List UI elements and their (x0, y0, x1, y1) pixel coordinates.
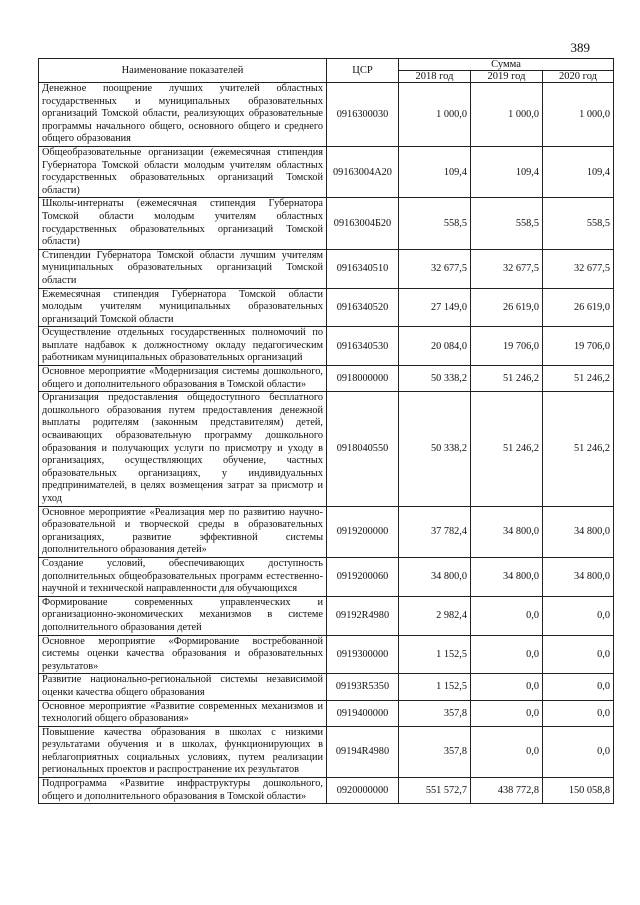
page-number: 389 (570, 40, 590, 55)
row-value-2020: 34 800,0 (543, 506, 614, 557)
row-value-2019: 34 800,0 (471, 506, 543, 557)
row-value-2018: 357,8 (399, 726, 471, 777)
header-year-2019: 2019 год (471, 71, 543, 83)
row-value-2018: 1 152,5 (399, 635, 471, 674)
table-row (39, 700, 614, 726)
row-value-2019: 0,0 (471, 674, 543, 700)
row-value-2020: 0,0 (543, 700, 614, 726)
row-value-2020: 109,4 (543, 146, 614, 197)
row-value-2020: 0,0 (543, 635, 614, 674)
row-value-2020: 19 706,0 (543, 327, 614, 366)
row-name: Развитие национально-региональной системы независимой оценки качества общего образования (39, 674, 327, 700)
header-name: Наименование показателей (39, 59, 327, 83)
row-value-2020: 51 246,2 (543, 392, 614, 506)
table-row (39, 392, 614, 506)
row-value-2019: 109,4 (471, 146, 543, 197)
row-value-2019: 19 706,0 (471, 327, 543, 366)
row-code: 0916300030 (327, 83, 399, 147)
row-code: 09163004Б20 (327, 198, 399, 249)
row-value-2020: 26 619,0 (543, 288, 614, 327)
table-row (39, 506, 614, 557)
row-value-2020: 0,0 (543, 726, 614, 777)
table-body (39, 83, 614, 804)
table-row (39, 83, 614, 147)
row-value-2020: 34 800,0 (543, 557, 614, 596)
table-row (39, 146, 614, 197)
row-value-2019: 558,5 (471, 198, 543, 249)
table-row (39, 557, 614, 596)
table-row (39, 674, 614, 700)
row-value-2018: 27 149,0 (399, 288, 471, 327)
row-value-2020: 0,0 (543, 674, 614, 700)
row-value-2018: 1 152,5 (399, 674, 471, 700)
row-code: 09193R5350 (327, 674, 399, 700)
row-code: 0918000000 (327, 366, 399, 392)
row-value-2018: 50 338,2 (399, 366, 471, 392)
row-value-2018: 1 000,0 (399, 83, 471, 147)
table-header-row (39, 59, 614, 71)
row-name: Школы-интернаты (ежемесячная стипендия Губернатора Томской области молодым учителям областных государственных образовательных организаций Томской области) (39, 198, 327, 249)
row-value-2018: 37 782,4 (399, 506, 471, 557)
row-code: 09163004А20 (327, 146, 399, 197)
table-row (39, 249, 614, 288)
row-code: 0919200060 (327, 557, 399, 596)
row-code: 0919300000 (327, 635, 399, 674)
row-value-2019: 0,0 (471, 635, 543, 674)
row-name: Стипендии Губернатора Томской области лучшим учителям муниципальных образовательных организаций Томской области (39, 249, 327, 288)
row-value-2019: 1 000,0 (471, 83, 543, 147)
row-value-2019: 32 677,5 (471, 249, 543, 288)
row-name: Основное мероприятие «Модернизация системы дошкольного, общего и дополнительного образования в Томской области» (39, 366, 327, 392)
table-row (39, 778, 614, 804)
row-value-2020: 150 058,8 (543, 778, 614, 804)
row-value-2020: 51 246,2 (543, 366, 614, 392)
header-code: ЦСР (327, 59, 399, 83)
row-value-2018: 551 572,7 (399, 778, 471, 804)
row-name: Создание условий, обеспечивающих доступность дополнительных общеобразовательных программ естественно-научной и технической направленности для обучающихся (39, 557, 327, 596)
table-row (39, 366, 614, 392)
row-code: 09192R4980 (327, 596, 399, 635)
table-row (39, 635, 614, 674)
row-value-2019: 34 800,0 (471, 557, 543, 596)
row-name: Денежное поощрение лучших учителей областных государственных и муниципальных образовательных организаций Томской области, реализующих образовательные программы начального общего, основного общего и среднего общего образования (39, 83, 327, 147)
row-value-2020: 32 677,5 (543, 249, 614, 288)
row-value-2018: 558,5 (399, 198, 471, 249)
row-name: Формирование современных управленческих и организационно-экономических механизмов в системе дополнительного образования детей (39, 596, 327, 635)
row-value-2019: 438 772,8 (471, 778, 543, 804)
row-name: Основное мероприятие «Формирование востребованной системы оценки качества образования и образовательных результатов» (39, 635, 327, 674)
row-value-2019: 0,0 (471, 700, 543, 726)
row-value-2019: 0,0 (471, 596, 543, 635)
row-code: 0916340510 (327, 249, 399, 288)
row-name: Основное мероприятие «Развитие современных механизмов и технологий общего образования» (39, 700, 327, 726)
row-code: 0916340530 (327, 327, 399, 366)
row-code: 0919200000 (327, 506, 399, 557)
row-name: Ежемесячная стипендия Губернатора Томской области молодым учителям муниципальных образовательных организаций Томской области (39, 288, 327, 327)
row-name: Повышение качества образования в школах с низкими результатами обучения и в школах, функционирующих в неблагоприятных социальных условиях, путем реализации региональных проектов и распространение их результатов (39, 726, 327, 777)
header-sum: Сумма (399, 59, 614, 71)
row-name: Основное мероприятие «Реализация мер по развитию научно-образовательной и творческой среды в образовательных организациях, развитие эффективной системы дополнительного образования детей» (39, 506, 327, 557)
row-value-2020: 0,0 (543, 596, 614, 635)
header-year-2020: 2020 год (543, 71, 614, 83)
table-row (39, 726, 614, 777)
budget-table (38, 58, 614, 804)
row-value-2019: 51 246,2 (471, 392, 543, 506)
row-code: 0920000000 (327, 778, 399, 804)
row-value-2018: 20 084,0 (399, 327, 471, 366)
row-value-2018: 32 677,5 (399, 249, 471, 288)
row-name: Организация предоставления общедоступного бесплатного дошкольного образования путем предоставления денежной выплаты родителям (законным представителям) детей, осваивающих образовательную программу дошкольного образования и получающих услуги по присмотру и уходу в организациях, осуществляющих обучение, частных образовательных организациях, у индивидуальных предпринимателей, в целях возмещения затрат за присмотр и уход (39, 392, 327, 506)
row-code: 09194R4980 (327, 726, 399, 777)
row-value-2018: 357,8 (399, 700, 471, 726)
table-row (39, 596, 614, 635)
row-code: 0916340520 (327, 288, 399, 327)
row-value-2018: 50 338,2 (399, 392, 471, 506)
row-name: Общеобразовательные организации (ежемесячная стипендия Губернатора Томской области молодым учителям областных государственных образовательных организаций Томской области) (39, 146, 327, 197)
row-value-2019: 26 619,0 (471, 288, 543, 327)
row-code: 0919400000 (327, 700, 399, 726)
table-row (39, 288, 614, 327)
row-value-2018: 2 982,4 (399, 596, 471, 635)
header-year-2018: 2018 год (399, 71, 471, 83)
row-name: Осуществление отдельных государственных полномочий по выплате надбавок к должностному окладу педагогическим работникам муниципальных образовательных организаций (39, 327, 327, 366)
table-row (39, 198, 614, 249)
row-value-2020: 558,5 (543, 198, 614, 249)
row-code: 0918040550 (327, 392, 399, 506)
row-value-2019: 51 246,2 (471, 366, 543, 392)
row-value-2018: 34 800,0 (399, 557, 471, 596)
row-value-2018: 109,4 (399, 146, 471, 197)
row-name: Подпрограмма «Развитие инфраструктуры дошкольного, общего и дополнительного образования в Томской области» (39, 778, 327, 804)
table-row (39, 327, 614, 366)
row-value-2020: 1 000,0 (543, 83, 614, 147)
row-value-2019: 0,0 (471, 726, 543, 777)
